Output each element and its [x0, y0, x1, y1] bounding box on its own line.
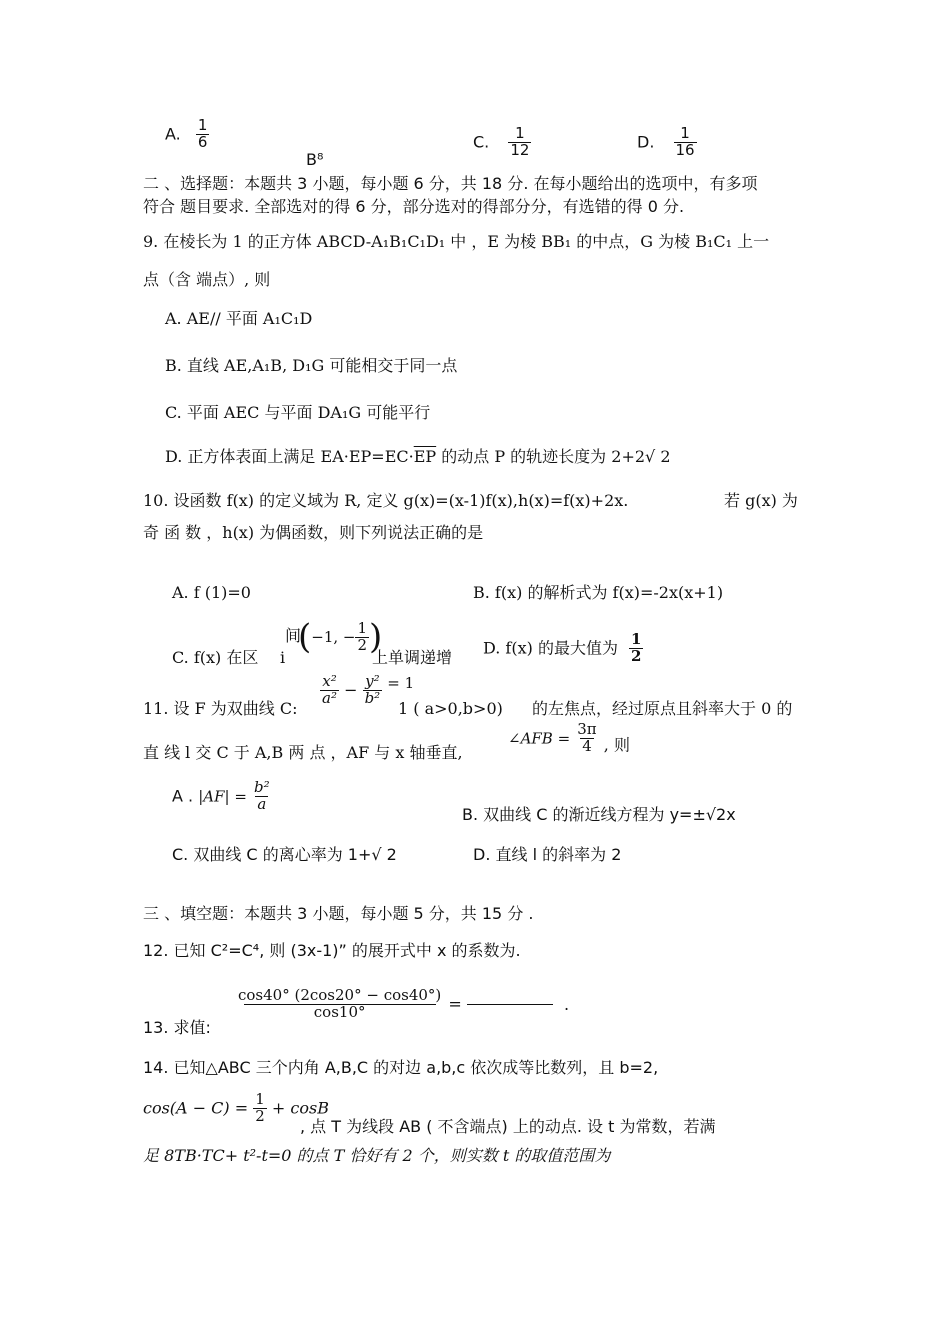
q8-a-num: 1 — [197, 116, 208, 134]
q10-c-post: 上单调递增 — [372, 648, 453, 667]
q11-condition: 1 ( a>0,b>0) — [398, 699, 503, 718]
q9-option-a: A. AE// 平面 A₁C₁D — [165, 309, 313, 328]
q11-a-fraction: $\frac{\text{b²}}{a}$ — [254, 778, 270, 813]
q8-option-a-fraction — [196, 118, 210, 151]
q10-c-pre: C. f(x) 在区 — [172, 648, 259, 667]
q14-cos-fraction: $\frac{1}{2}$ — [255, 1090, 265, 1125]
q10-option-a: A. f (1)=0 — [172, 583, 251, 602]
q8-d-num: 1 — [680, 124, 690, 142]
q10-option-d — [483, 632, 643, 665]
q13-label: 13. 求值: — [143, 1018, 211, 1037]
q11-hyperbola-equation: $\frac{\text{x²}}{\text{a²}}$ − $\frac{\text{y²}}{\text{b²}}$ = 1 — [322, 672, 415, 707]
q11-angle: ∠AFB = $\frac{3\pi}{4}$ , 则 — [508, 720, 630, 755]
q10-d-fraction: $\frac{1}{2}$ — [631, 630, 642, 665]
q8-option-c-fraction — [508, 126, 531, 159]
q8-option-d — [637, 126, 697, 159]
q10-stem-line1: 10. 设函数 f(x) 的定义域为 R, 定义 g(x)=(x-1)f(x),h(x)=f(x)+2x. — [143, 491, 629, 510]
q8-option-b: B⁸ — [306, 150, 324, 169]
q8-a-den: 6 — [197, 132, 208, 151]
q8-option-d-label: D. — [637, 132, 655, 152]
q8-c-den: 12 — [510, 140, 530, 159]
q11-stem-line2: 直 线 l 交 C 于 A,B 两 点 ，AF 与 x 轴垂直, — [143, 743, 463, 762]
q11-option-c: C. 双曲线 C 的离心率为 1+√ 2 — [172, 845, 397, 864]
q8-option-c — [473, 126, 531, 159]
q11-option-a: A . |AF| = $\frac{\text{b²}}{a}$ — [172, 778, 270, 813]
q9-option-d — [165, 447, 671, 466]
q10-c-interval-left: −1, − — [311, 628, 356, 646]
q11-option-b: B. 双曲线 C 的渐近线方程为 y=±√2x — [462, 805, 736, 824]
q8-c-num: 1 — [515, 124, 525, 142]
q14-cos-condition: cos(A − C) = $\frac{1}{2}$ + cosB — [143, 1090, 329, 1125]
q10-c-i: i — [280, 648, 286, 667]
q11-angle-fraction: $\frac{3\pi}{4}$ — [577, 720, 597, 755]
section2-line1: 二 、选择题：本题共 3 小题，每小题 6 分，共 18 分. 在每小题给出的选项中，有多项 — [143, 174, 758, 193]
q14-stem-line1: 14. 已知△ABC 三个内角 A,B,C 的对边 a,b,c 依次成等比数列，且 b=2, — [143, 1058, 659, 1077]
q8-option-c-label: C. — [473, 132, 490, 152]
q10-stem-line2: 奇 函 数 ，h(x) 为偶函数，则下列说法正确的是 — [143, 523, 484, 542]
q11-option-d: D. 直线 l 的斜率为 2 — [473, 845, 622, 864]
q11-y-fraction: $\frac{\text{y²}}{\text{b²}}$ — [364, 672, 381, 707]
q14-stem-line2: , 点 T 为线段 AB ( 不含端点) 上的动点. 设 t 为常数，若满 — [300, 1117, 716, 1136]
q9-stem-line1: 9. 在棱长为 1 的正方体 ABCD-A₁B₁C₁D₁ 中 ，E 为棱 BB₁ 的中点，G 为棱 B₁C₁ 上一 — [143, 232, 770, 251]
q8-option-a-label: A. — [165, 124, 181, 144]
q9-d-pre: D. 正方体表面上满足 EA·EP=EC· — [165, 447, 414, 466]
q9-d-post: 的动点 P 的轨迹长度为 2+2√ 2 — [436, 447, 671, 466]
q8-option-d-fraction — [674, 126, 697, 159]
section3-title: 三 、填空题：本题共 3 小题，每小题 5 分，共 15 分 . — [143, 904, 534, 923]
q10-d-pre: D. f(x) 的最大值为 — [483, 638, 618, 658]
section2-line2: 符合 题目要求. 全部选对的得 6 分，部分选对的得部分分，有选错的得 0 分. — [143, 197, 685, 216]
q13-fraction: $\frac{\cos 40^\circ (2\cos 20^\circ - \cos 40^\circ)}{\cos 10^\circ}$ — [238, 986, 442, 1021]
q11-stem-post: 的左焦点，经过原点且斜率大于 0 的 — [532, 699, 793, 718]
q8-d-den: 16 — [675, 140, 695, 159]
q13-expression: $\frac{\cos 40^\circ (2\cos 20^\circ - \cos 40^\circ)}{\cos 10^\circ}$ = . — [238, 986, 570, 1021]
q10-c-jian: 间 — [285, 626, 302, 645]
q9-option-c: C. 平面 AEC 与平面 DA₁G 可能平行 — [165, 403, 431, 422]
q11-stem-pre: 11. 设 F 为双曲线 C: — [143, 699, 298, 718]
q10-stem-line1-right: 若 g(x) 为 — [724, 491, 798, 510]
q12-text: 12. 已知 C²=C⁴, 则 (3x-1)” 的展开式中 x 的系数为. — [143, 941, 521, 960]
q9-option-b: B. 直线 AE,A₁B, D₁G 可能相交于同一点 — [165, 356, 458, 375]
q9-d-ep-vector: $\overline{EP}$ — [413, 447, 437, 466]
q10-c-interval: (−1, − $\frac{1}{2}$ ) — [298, 617, 383, 657]
q9-stem-line2: 点（含 端点）, 则 — [143, 270, 271, 289]
q10-c-interval-fraction: $\frac{1}{2}$ — [357, 618, 368, 654]
q8-option-a — [165, 118, 209, 151]
q13-answer-blank[interactable] — [467, 1003, 553, 1005]
q14-stem-line3: 足 8TB·TC+ t²-t=0 的点 T 恰好有 2 个，则实数 t 的取值范围为 — [143, 1146, 611, 1165]
q11-x-fraction: $\frac{\text{x²}}{\text{a²}}$ — [322, 672, 337, 707]
q10-option-b: B. f(x) 的解析式为 f(x)=-2x(x+1) — [473, 583, 724, 602]
